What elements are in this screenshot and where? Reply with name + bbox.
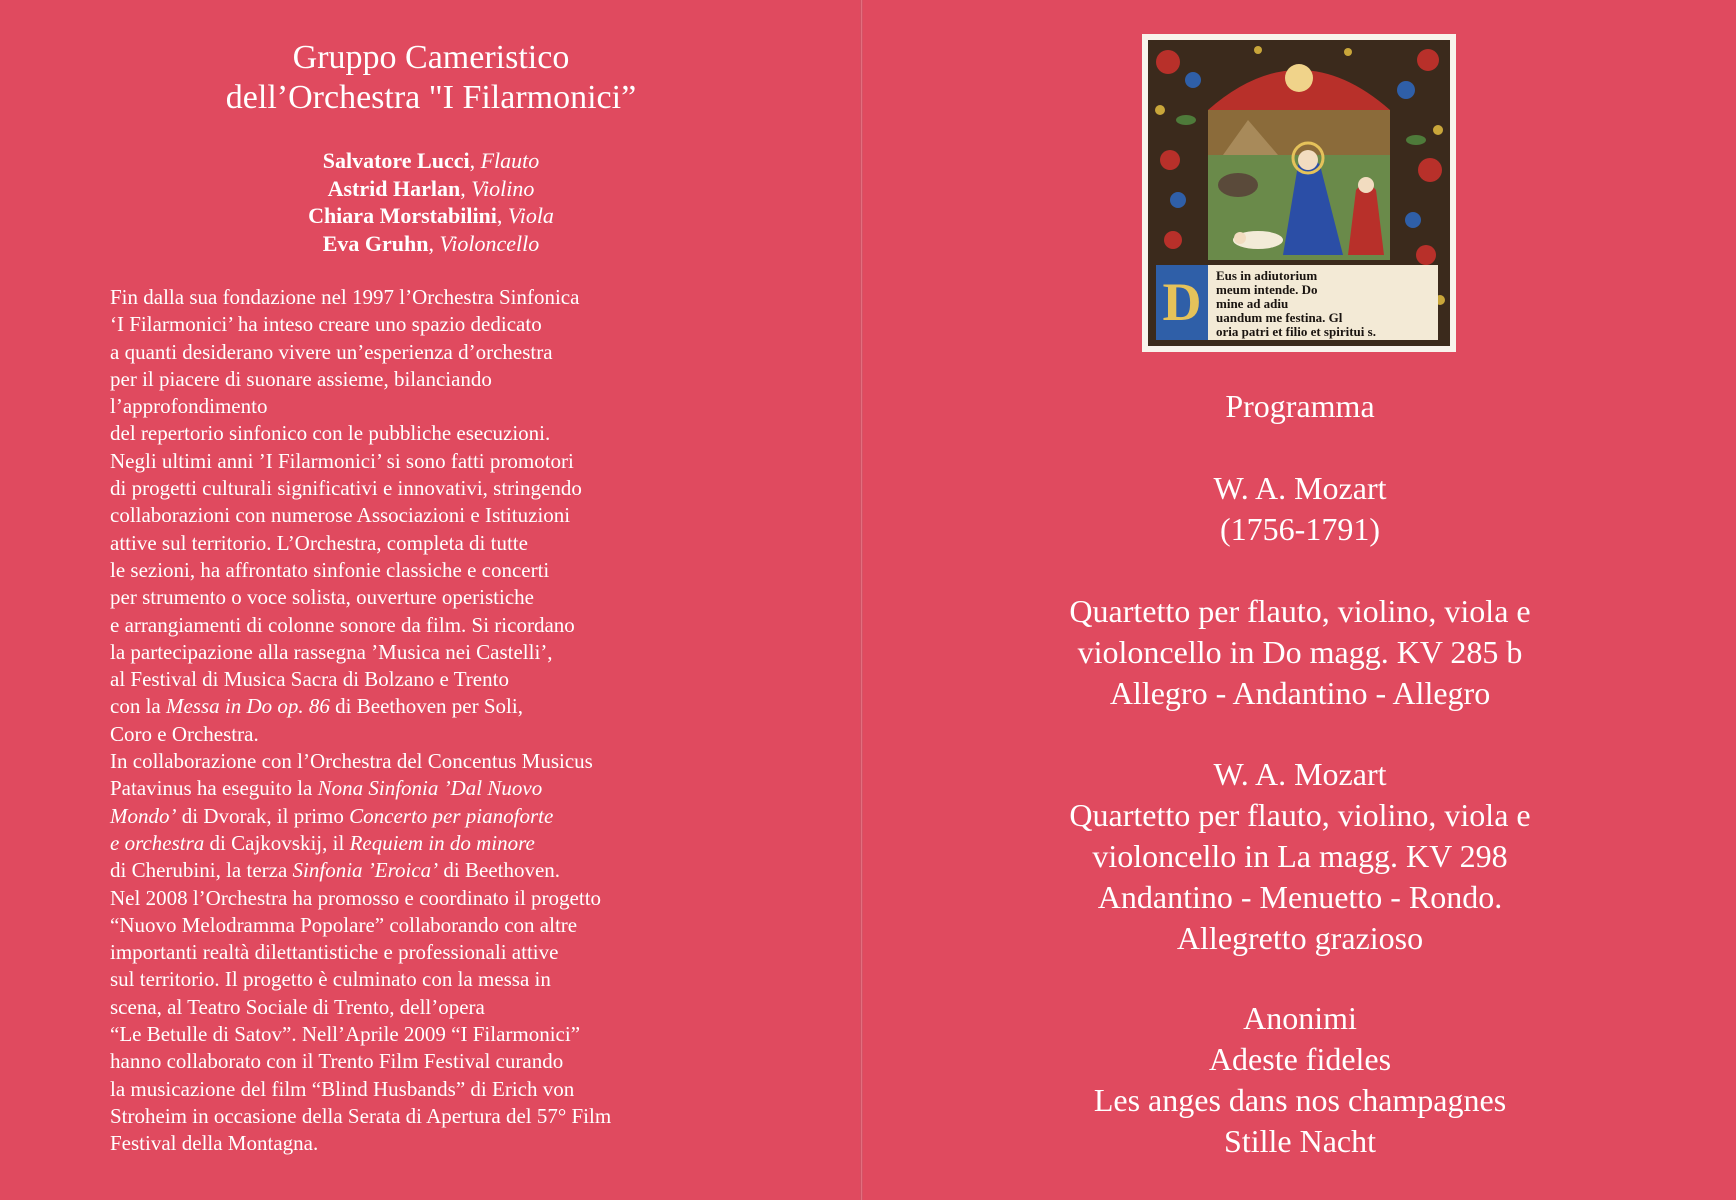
manuscript-text-line: meum intende. Do — [1216, 282, 1318, 297]
svg-text:D: D — [1162, 272, 1202, 332]
manuscript-text-line: Eus in adiutorium — [1216, 268, 1318, 283]
left-page — [0, 0, 862, 1200]
nativity-illumination-image — [1142, 34, 1456, 352]
piece1-composer: W. A. Mozart — [1213, 470, 1387, 506]
performers-list — [0, 147, 862, 257]
piece2-title-line1: Quartetto per flauto, violino, viola e — [1069, 797, 1531, 833]
piece1-title-line2: violoncello in Do magg. KV 285 b — [1077, 634, 1523, 670]
performer: Eva Gruhn, Violoncello — [322, 230, 540, 256]
piece2-movements-line2: Allegretto grazioso — [1176, 920, 1424, 956]
program-heading: Programma — [1225, 388, 1375, 424]
manuscript-illustration — [1148, 40, 1450, 346]
ensemble-title: Gruppo Cameristico dell’Orchestra "I Filarmonici” — [225, 39, 637, 116]
piece3-composer: Anonimi — [1243, 1000, 1357, 1036]
piece1-title-line1: Quartetto per flauto, violino, viola e — [1069, 593, 1531, 629]
piece3-song: Stille Nacht — [1224, 1123, 1376, 1159]
performer: Astrid Harlan, Violino — [327, 175, 535, 201]
performer: Salvatore Lucci, Flauto — [322, 148, 540, 173]
manuscript-text-line: mine ad adiu — [1216, 296, 1289, 311]
piece2-title-line2: violoncello in La magg. KV 298 — [1092, 838, 1508, 874]
piece1-dates: (1756-1791) — [1220, 511, 1380, 547]
ensemble-biography: Fin dalla sua fondazione nel 1997 l’Orchestra Sinfonica ‘I Filarmonici’ ha inteso creare uno spazio dedicato a quanti desiderano vivere un’esperienza d’orchestra per il piacere di suonare assieme, bilanciando l’approfondimento del repertorio sinfonico con le pubbliche esecuzioni. Negli ultimi anni ’I Filarmonici’ si sono fatti promotori di progetti culturali significativi e innovativi, stringendo collaborazioni con numerose Associazioni e Istituzioni attive sul territorio. L’Orchestra, completa di tutte le sezioni, ha affrontato sinfonie classiche e concerti per strumento o voce solista, ouverture operistiche e arrangiamenti di colonne sonore da film. Si ricordano la partecipazione alla rassegna ’Musica nei Castelli’, al Festival di Musica Sacra di Bolzano e Trento con la Messa in Do op. 86 di Beethoven per Soli, Coro e Orchestra. In collaborazione con l’Orchestra del Concentus Musicus Patavinus ha eseguito la Nona Sinfonia ’Dal Nuovo Mondo’ di Dvorak, il primo Concerto per pianoforte e orchestra di Cajkovskij, il Requiem in do minore di Cherubini, la terza Sinfonia ’Eroica’ di Beethoven. Nel 2008 l’Orchestra ha promosso e coordinato il progetto “Nuovo Melodramma Popolare” collaborando con altre importanti realtà dilettantistiche e professionali attive sul territorio. Il progetto è culminato con la messa in scena, al Teatro Sociale di Trento, dell’opera “Le Betulle di Satov”. Nell’Aprile 2009 “I Filarmonici” hanno collaborato con il Trento Film Festival curando la musicazione del film “Blind Husbands” di Erich von Stroheim in occasione della Serata di Apertura del 57° Film Festival della Montagna. — [110, 285, 612, 1156]
performer: Chiara Morstabilini, Viola — [308, 203, 554, 228]
manuscript-text-line: uandum me festina. Gl — [1216, 310, 1343, 325]
piece3-song: Les anges dans nos champagnes — [1093, 1082, 1507, 1118]
piece2-composer: W. A. Mozart — [1213, 756, 1387, 792]
piece3-song: Adeste fideles — [1208, 1041, 1392, 1077]
piece2-movements-line1: Andantino - Menuetto - Rondo. — [1097, 879, 1503, 915]
piece1-movements: Allegro - Andantino - Allegro — [1109, 675, 1491, 711]
manuscript-text-line: oria patri et filio et spiritui s. — [1216, 324, 1376, 339]
